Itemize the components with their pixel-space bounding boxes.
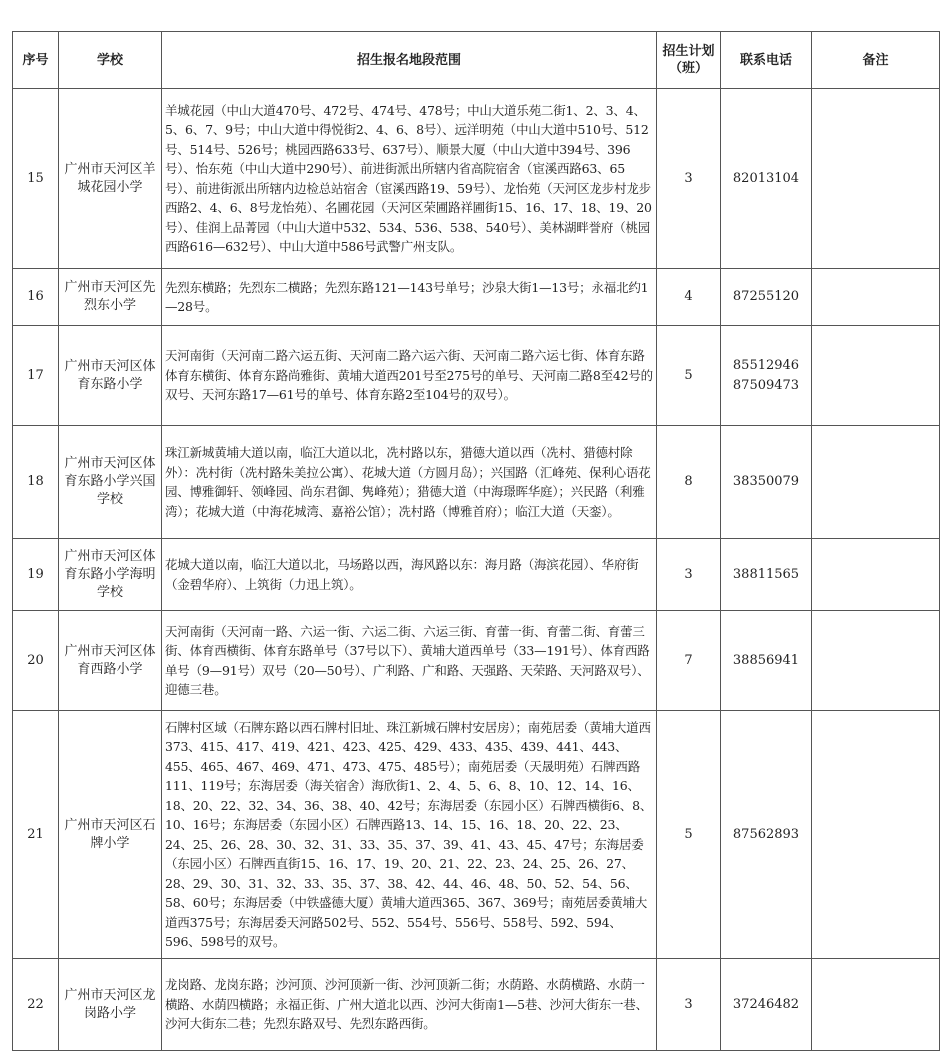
table-row — [13, 539, 940, 611]
row-phone: 87255120 — [721, 269, 812, 326]
row-range: 龙岗路、龙岗东路；沙河顶、沙河顶新一街、沙河顶新二街；水荫路、水荫横路、水荫一横路、水荫四横路；永福正街、广州大道北以西、沙河大街南1—5巷、沙河大街东一巷、沙河大街东二巷；先烈东路双号、先烈东路西街。 — [162, 959, 657, 1051]
row-range: 花城大道以南，临江大道以北，马场路以西，海风路以东：海月路（海滨花园）、华府街（金碧华府）、上筑街（力迅上筑）。 — [162, 539, 657, 611]
row-range: 石牌村区域（石牌东路以西石牌村旧址、珠江新城石牌村安居房）；南苑居委（黄埔大道西373、415、417、419、421、423、425、429、433、435、439、441、443、455、465、467、469、471、473、475、485号）；南苑居委（天晟明苑）石牌西路111、119号；东海居委（海关宿舍）海欣街1、2、4、5、6、8、10、12、14、16、18、20、22、32、34、36、38、40、42号；东海居委（东园小区）石牌西横街6、8、10、16号；东海居委（东园小区）石牌西路13、14、15、16、18、20、22、23、24、25、26、28、30、32、31、33、35、37、39、41、43、45、47号；东海居委（东园小区）石牌西直街15、16、17、19、20、21、22、23、24、25、26、27、28、29、30、31、32、33、35、37、38、42、44、46、48、50、52、54、56、58、60号；东海居委（中铁盛德大厦）黄埔大道西365、367、369号；南苑居委黄埔大道西375号；东海居委天河路502号、552、554号、556号、558号、592、594、596、598号的双号。 — [162, 711, 657, 959]
row-remark — [812, 959, 940, 1051]
row-plan: 8 — [657, 426, 721, 539]
header-phone: 联系电话 — [721, 32, 812, 89]
row-school: 广州市天河区石牌小学 — [59, 711, 162, 959]
row-phone: 38856941 — [721, 611, 812, 711]
row-seq: 15 — [13, 89, 59, 269]
row-range: 天河南街（天河南二路六运五街、天河南二路六运六街、天河南二路六运七街、体育东路体育东横街、体育东路尚雅街、黄埔大道西201号至275号的单号、天河南二路8至42号的双号、天河东路17—61号的单号、体育东路2至104号的双号）。 — [162, 326, 657, 426]
row-plan: 4 — [657, 269, 721, 326]
row-remark — [812, 426, 940, 539]
header-range: 招生报名地段范围 — [162, 32, 657, 89]
row-phone: 37246482 — [721, 959, 812, 1051]
table-row — [13, 426, 940, 539]
header-row — [13, 32, 940, 89]
row-plan: 7 — [657, 611, 721, 711]
row-range: 羊城花园（中山大道470号、472号、474号、478号；中山大道乐苑二街1、2、3、4、5、6、7、9号；中山大道中得悦街2、4、6、8号）、远洋明苑（中山大道中510号、512号、514号、526号；桃园西路633号、637号）、顺景大厦（中山大道中394号、396号）、怡东苑（中山大道中290号）、前进街派出所辖内省高院宿舍（宦溪西路63、65号）、前进街派出所辖内边检总站宿舍（宦溪西路19、59号）、龙怡苑（天河区龙步村龙步西路2、4、6、8号龙怡苑）、名圃花园（天河区荣圃路祥圃街15、16、17、18、19、20号）、佳润上品菁园（中山大道中532、534、536、538、540号）、美林湖畔誉府（桃园西路616—632号）、中山大道中586号武警广州支队。 — [162, 89, 657, 269]
header-remark: 备注 — [812, 32, 940, 89]
row-remark — [812, 611, 940, 711]
row-phone: 82013104 — [721, 89, 812, 269]
row-remark — [812, 269, 940, 326]
row-seq: 18 — [13, 426, 59, 539]
header-plan: 招生计划（班） — [657, 32, 721, 89]
row-range: 先烈东横路；先烈东二横路；先烈东路121—143号单号；沙泉大街1—13号；永福北约1—28号。 — [162, 269, 657, 326]
table-row — [13, 269, 940, 326]
row-seq: 17 — [13, 326, 59, 426]
table-row — [13, 711, 940, 959]
row-seq: 20 — [13, 611, 59, 711]
row-plan: 3 — [657, 89, 721, 269]
table-row — [13, 89, 940, 269]
row-school: 广州市天河区体育东路小学 — [59, 326, 162, 426]
row-phone: 38811565 — [721, 539, 812, 611]
row-phone: 38350079 — [721, 426, 812, 539]
table-row — [13, 959, 940, 1051]
row-range: 珠江新城黄埔大道以南，临江大道以北，冼村路以东，猎德大道以西（冼村、猎德村除外）：冼村街（冼村路朱美拉公寓）、花城大道（方圆月岛）；兴国路（汇峰苑、保利心语花园、博雅御轩、领峰园、尚东君御、隽峰苑）；猎德大道（中海璟晖华庭）；兴民路（利雅湾）；花城大道（中海花城湾、嘉裕公馆）；冼村路（博雅首府）；临江大道（天銮）。 — [162, 426, 657, 539]
header-school: 学校 — [59, 32, 162, 89]
row-seq: 22 — [13, 959, 59, 1051]
row-school: 广州市天河区羊城花园小学 — [59, 89, 162, 269]
row-plan: 5 — [657, 711, 721, 959]
row-plan: 3 — [657, 539, 721, 611]
row-remark — [812, 326, 940, 426]
row-range: 天河南街（天河南一路、六运一街、六运二街、六运三街、育蕾一街、育蕾二街、育蕾三街、体育西横街、体育东路单号（37号以下）、黄埔大道西单号（33—191号）、体育西路单号（9—91号）双号（20—50号）、广利路、广和路、天强路、天荣路、天河路双号）、迎德三巷。 — [162, 611, 657, 711]
row-remark — [812, 89, 940, 269]
enrollment-table — [12, 31, 940, 1051]
table-row — [13, 326, 940, 426]
row-phone: 85512946 87509473 — [721, 326, 812, 426]
row-school: 广州市天河区体育西路小学 — [59, 611, 162, 711]
row-school: 广州市天河区龙岗路小学 — [59, 959, 162, 1051]
row-remark — [812, 539, 940, 611]
header-seq: 序号 — [13, 32, 59, 89]
row-seq: 21 — [13, 711, 59, 959]
row-phone: 87562893 — [721, 711, 812, 959]
row-seq: 19 — [13, 539, 59, 611]
row-school: 广州市天河区体育东路小学兴国学校 — [59, 426, 162, 539]
row-plan: 5 — [657, 326, 721, 426]
row-school: 广州市天河区先烈东小学 — [59, 269, 162, 326]
row-seq: 16 — [13, 269, 59, 326]
row-plan: 3 — [657, 959, 721, 1051]
row-school: 广州市天河区体育东路小学海明学校 — [59, 539, 162, 611]
row-remark — [812, 711, 940, 959]
table-row — [13, 611, 940, 711]
